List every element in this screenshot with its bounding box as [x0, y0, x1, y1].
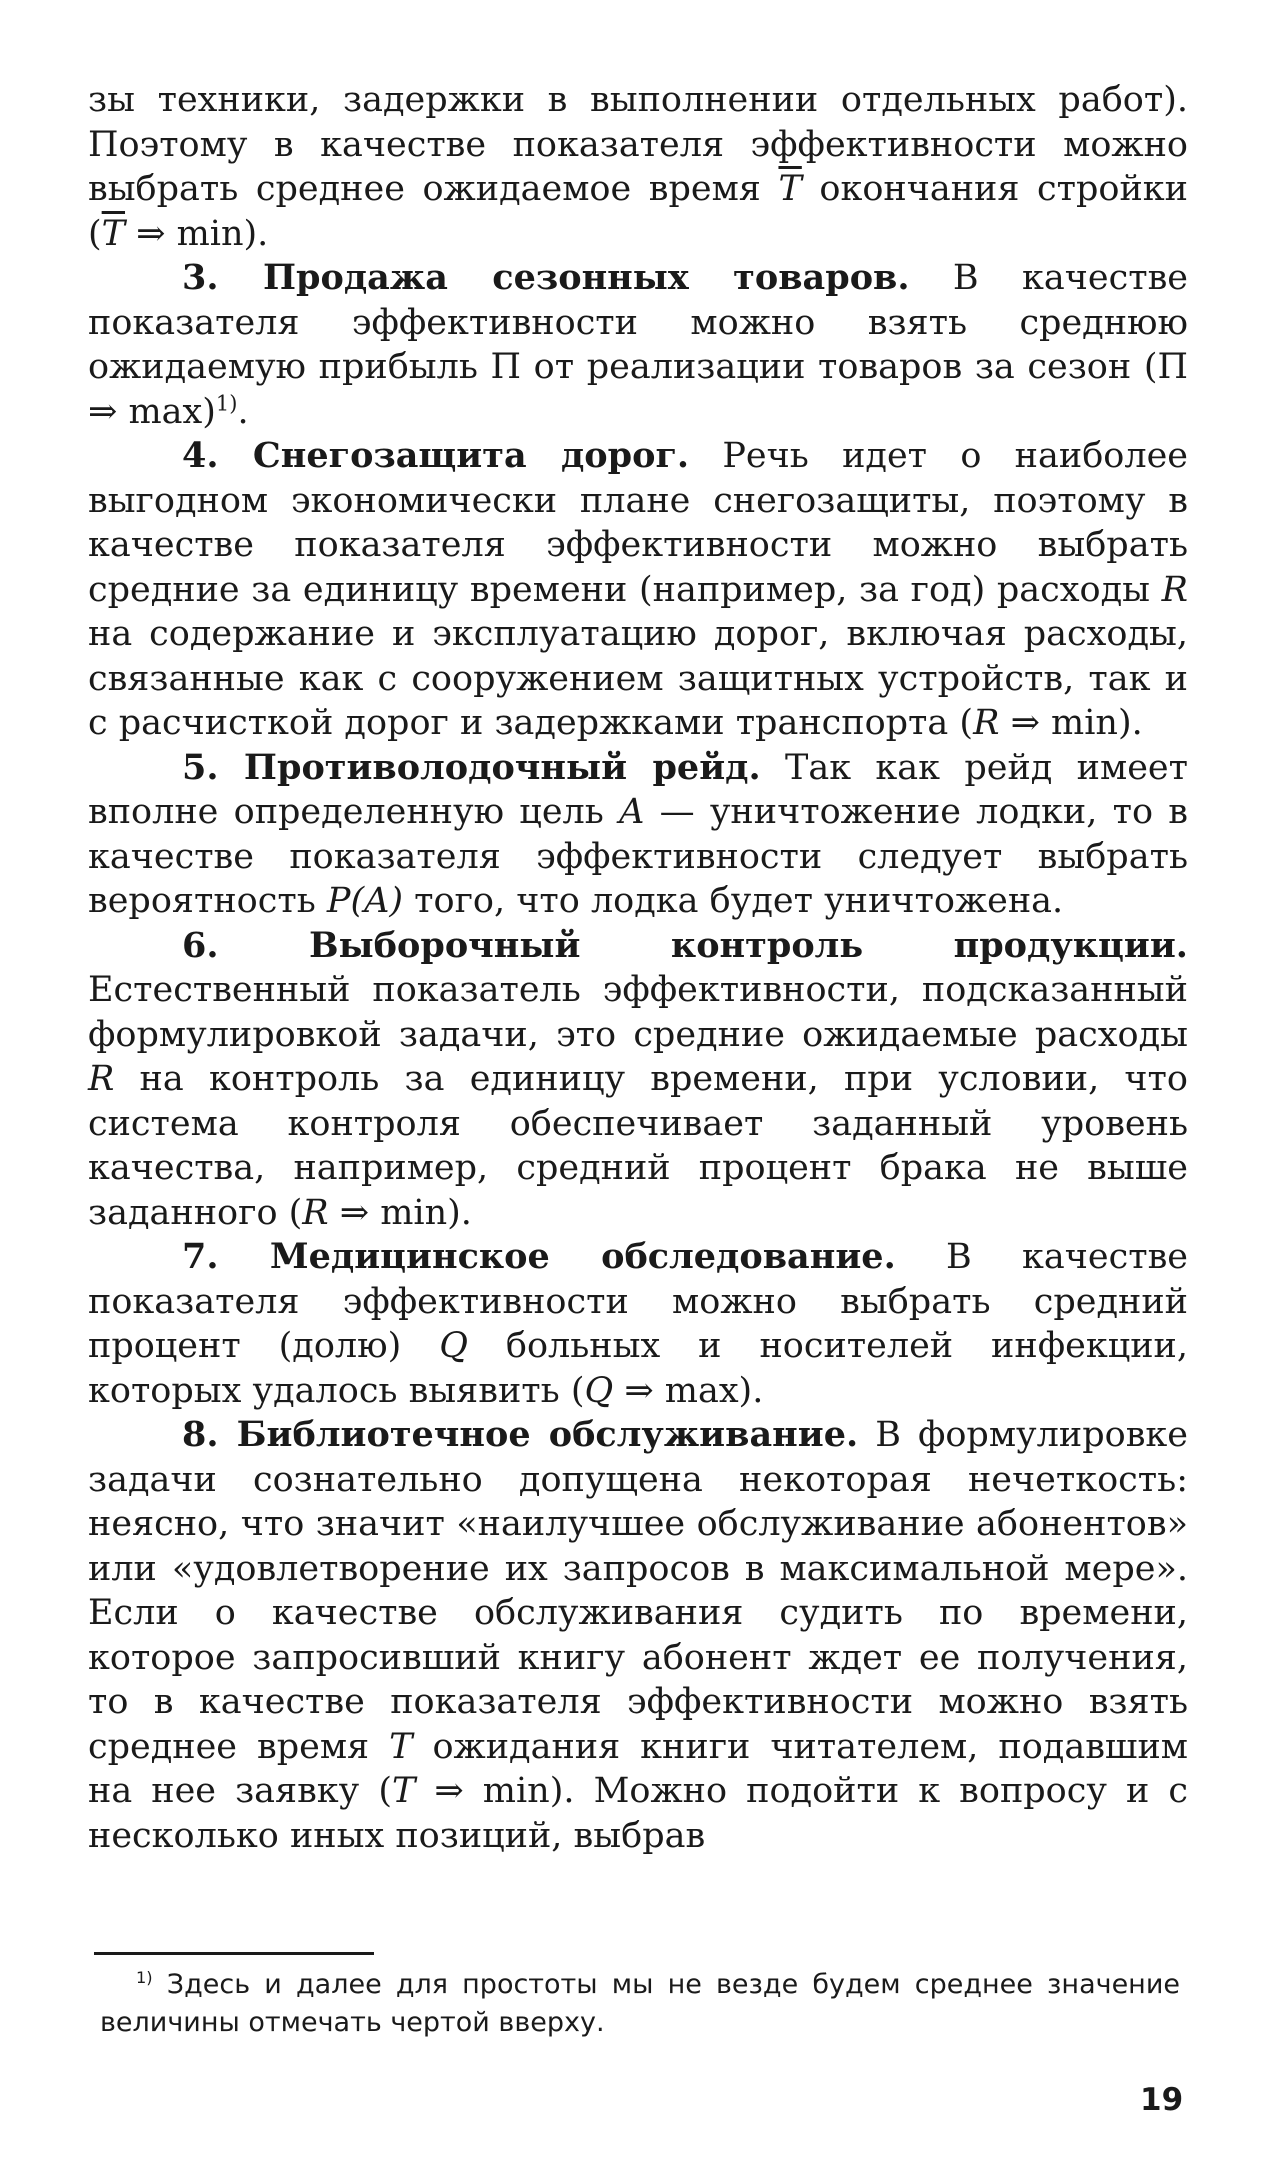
symbol: T	[392, 1771, 416, 1811]
text: ⇒ min).	[328, 1192, 472, 1233]
text: ⇒ min).	[125, 213, 269, 254]
section-heading: 7. Медицинское обследование.	[182, 1236, 896, 1277]
paragraph-antisubmarine-raid	[88, 746, 1188, 924]
symbol: Q	[584, 1370, 614, 1411]
paragraph-library-service	[88, 1413, 1188, 1858]
text: Так как рейд имеет вполне определенную цель	[88, 747, 1188, 832]
paragraph-seasonal-goods	[88, 256, 1188, 434]
text: на контроль за единицу времени, при условии, что система контроля обеспечивает заданный уровень качества, например, средний процент брака не выше заданного (	[88, 1059, 1188, 1233]
text: больных и носителей инфекции, которых удалось выявить (	[88, 1326, 1188, 1411]
section-heading: 5. Противолодочный рейд.	[182, 746, 761, 788]
section-heading: 4. Снегозащита дорог.	[182, 435, 690, 476]
symbol: R	[88, 1059, 115, 1099]
section-heading: 8. Библиотечное обслуживание.	[182, 1414, 859, 1455]
text: В качестве показателя эффективности можно взять среднюю ожидаемую прибыль П от реализации товаров за сезон (П ⇒ max)	[88, 258, 1188, 432]
footnote-text: Здесь и далее для простоты мы не везде будем среднее значение величины отмечать чертой вверху.	[100, 1969, 1180, 2038]
symbol: R	[973, 703, 1000, 743]
text: В качестве показателя эффективности можно выбрать средний процент (долю)	[88, 1237, 1188, 1366]
text: того, что лодка будет уничтожена.	[403, 881, 1064, 921]
symbol-t-bar: $\overline{T}$	[101, 213, 126, 254]
symbol: R	[1161, 569, 1188, 610]
text: окончания стройки (	[88, 169, 1188, 254]
text: зы техники, задержки в выполнении отдельных работ). Поэтому в качестве показателя эффективности можно выбрать среднее ожидаемое время	[88, 80, 1188, 209]
page-body	[88, 78, 1188, 1858]
text: на содержание и эксплуатацию дорог, включая расходы, связанные как с сооружением защитных устройств, так и с расчисткой дорог и задержками транспорта (	[88, 614, 1188, 743]
paragraph-sampling-control	[88, 924, 1188, 1236]
footnote-ref: 1)	[215, 390, 238, 415]
text: ⇒ min).	[999, 703, 1143, 743]
section-heading: 3. Продажа сезонных товаров.	[182, 257, 910, 298]
symbol: P(A)	[326, 881, 404, 921]
text: ⇒ max).	[613, 1370, 764, 1411]
text: Речь идет о наиболее выгодном экономически плане снегозащиты, поэтому в качестве показателя эффективности можно выбрать средние за единицу времени (например, за год) расходы	[88, 436, 1188, 610]
paragraph-snow-protection	[88, 434, 1188, 746]
text: ожидания книги читателем, подавшим на нее заявку (	[88, 1726, 1188, 1811]
text: .	[237, 391, 249, 432]
text: ⇒ min). Можно подойти к вопросу и с несколько иных позиций, выбрав	[88, 1771, 1188, 1856]
text: В формулировке задачи сознательно допущена некоторая нечеткость: неясно, что значит «наилучшее обслуживание абонентов» или «удовлетворение их запросов в максимальной мере». Если о качестве обслуживания судить по времени, которое запросивший книгу абонент ждет ее получения, то в качестве показателя эффективности можно взять среднее время	[88, 1415, 1188, 1767]
symbol: R	[302, 1192, 329, 1233]
paragraph-medical-examination	[88, 1235, 1188, 1413]
footnote-mark: 1)	[136, 1968, 153, 1987]
symbol: A	[619, 792, 645, 832]
paragraph-construction-end	[88, 78, 1188, 256]
text: — уничтожение лодки, то в качестве показателя эффективности следует выбрать вероятность	[88, 792, 1188, 921]
page-number: 19	[1140, 2082, 1184, 2118]
text: Естественный показатель эффективности, подсказанный формулировкой задачи, это средние ожидаемые расходы	[88, 970, 1188, 1055]
symbol: T	[389, 1726, 413, 1767]
symbol: Q	[439, 1326, 468, 1366]
symbol-t-bar: $\overline{T}$	[778, 169, 802, 209]
footnote-divider	[94, 1952, 374, 1955]
footnote	[100, 1966, 1180, 2042]
section-heading: 6. Выборочный контроль продукции.	[182, 924, 1188, 966]
